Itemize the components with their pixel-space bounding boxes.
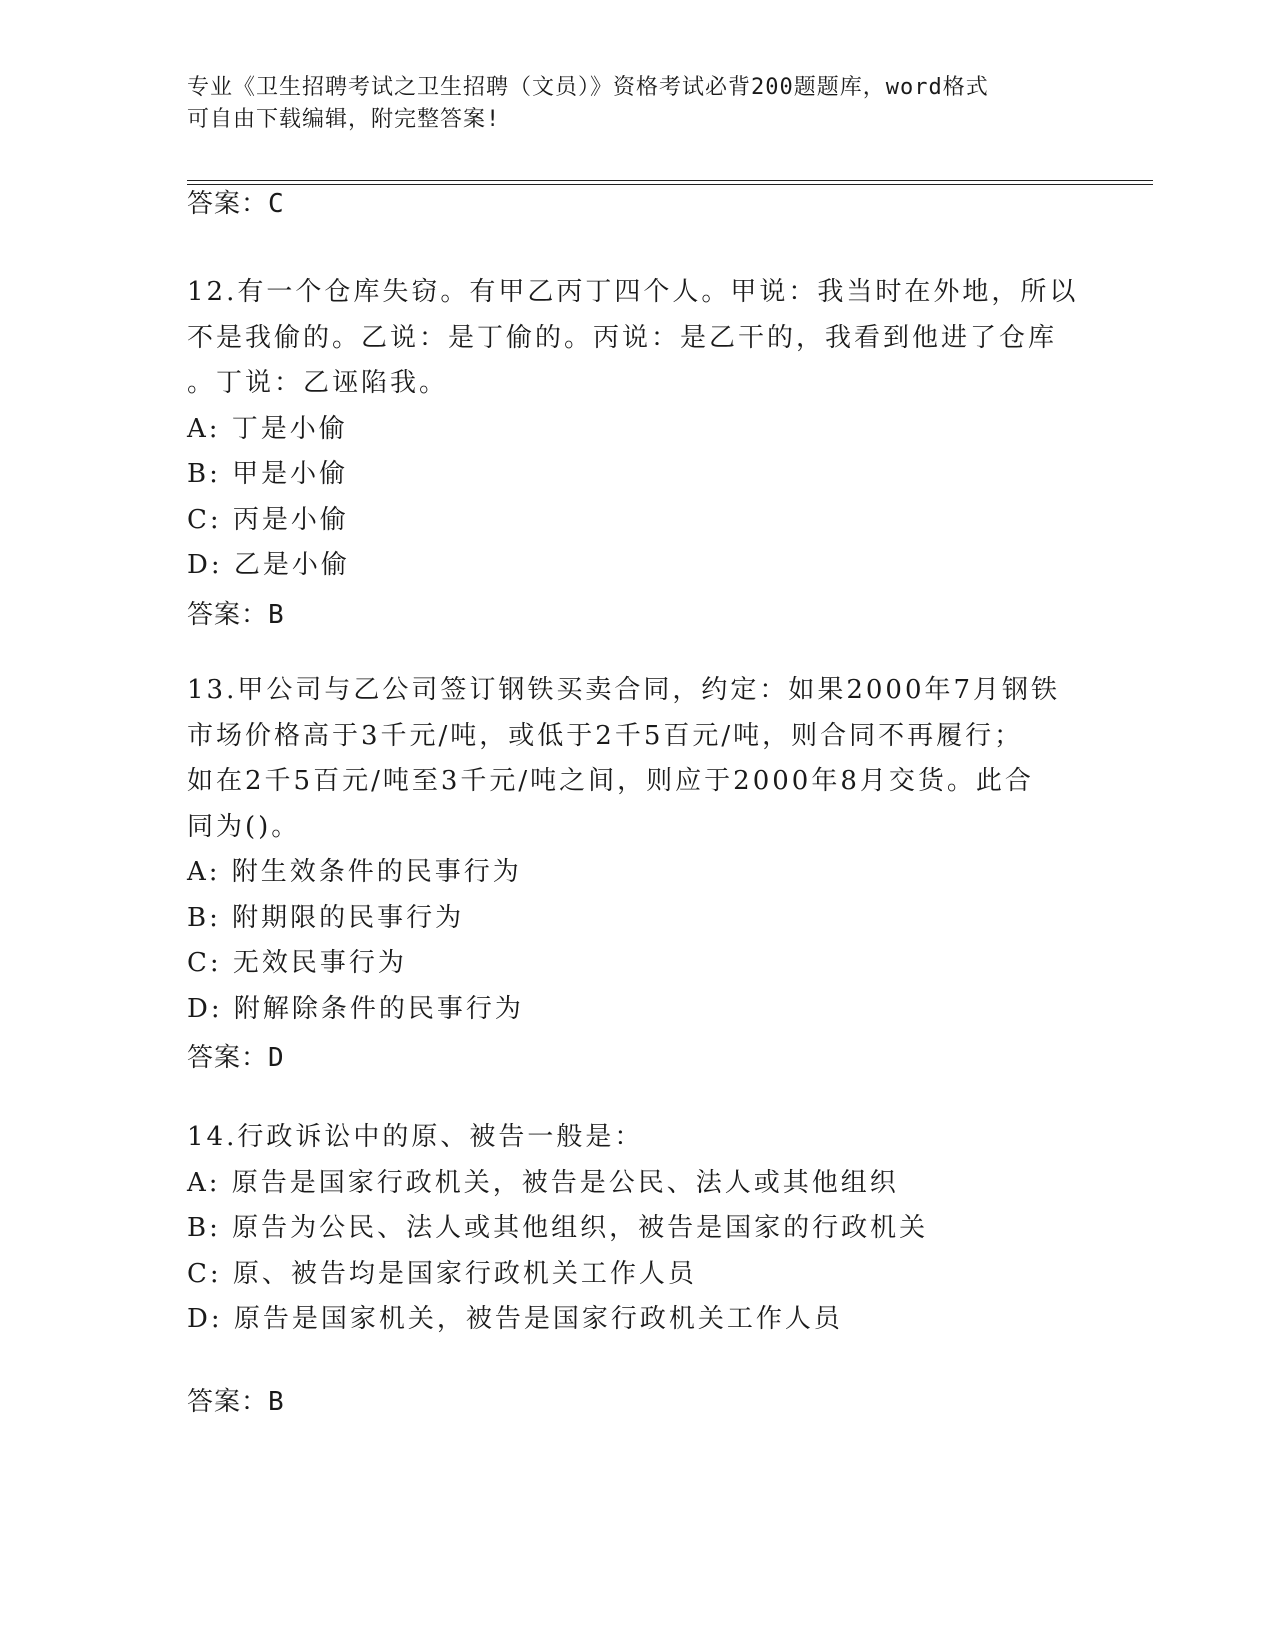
option-b: B: 附期限的民事行为: [187, 902, 465, 933]
option-d: D: 原告是国家机关，被告是国家行政机关工作人员: [187, 1304, 843, 1334]
header-line-1: 专业《卫生招聘考试之卫生招聘（文员）》资格考试必背200题题库，word格式: [187, 75, 989, 100]
option-b: B: 甲是小偷: [187, 459, 349, 489]
question-stem-line: 。丁说：乙诬陷我。: [187, 368, 449, 398]
question-13: [187, 668, 1087, 1032]
question-14: [187, 1115, 1087, 1343]
question-stem-line: 同为()。: [187, 811, 301, 842]
answer-prev: 答案：C: [187, 189, 285, 219]
question-stem-line: 13.甲公司与乙公司签订钢铁买卖合同，约定：如果2000年7月钢铁: [187, 675, 1061, 705]
answer-14: 答案：B: [187, 1387, 285, 1417]
question-stem-line: 如在2千5百元/吨至3千元/吨之间，则应于2000年8月交货。此合: [187, 766, 1034, 796]
answer-13: 答案：D: [187, 1043, 285, 1073]
header-line-2: 可自由下载编辑，附完整答案!: [187, 107, 501, 132]
option-a: A: 附生效条件的民事行为: [187, 857, 522, 887]
question-12: [187, 270, 1087, 589]
option-d: D: 乙是小偷: [187, 550, 350, 580]
question-stem-line: 12.有一个仓库失窃。有甲乙丙丁四个人。甲说：我当时在外地，所以: [187, 277, 1079, 307]
answer-12: 答案：B: [187, 600, 285, 630]
question-stem-line: 市场价格高于3千元/吨，或低于2千5百元/吨，则合同不再履行；: [187, 720, 1024, 751]
header-divider-bottom: [187, 184, 1153, 185]
option-a: A: 丁是小偷: [187, 413, 348, 444]
option-b: B: 原告为公民、法人或其他组织，被告是国家的行政机关: [187, 1213, 929, 1243]
option-c: C: 无效民事行为: [187, 948, 407, 978]
header-divider-top: [187, 180, 1153, 181]
option-c: C: 原、被告均是国家行政机关工作人员: [187, 1258, 697, 1289]
option-a: A: 原告是国家行政机关，被告是公民、法人或其他组织: [187, 1167, 899, 1198]
option-c: C: 丙是小偷: [187, 504, 349, 535]
page-header: [187, 72, 1067, 136]
option-d: D: 附解除条件的民事行为: [187, 993, 524, 1024]
question-stem-line: 14.行政诉讼中的原、被告一般是：: [187, 1122, 644, 1152]
question-stem-line: 不是我偷的。乙说：是丁偷的。丙说：是乙干的，我看到他进了仓库: [187, 322, 1058, 353]
